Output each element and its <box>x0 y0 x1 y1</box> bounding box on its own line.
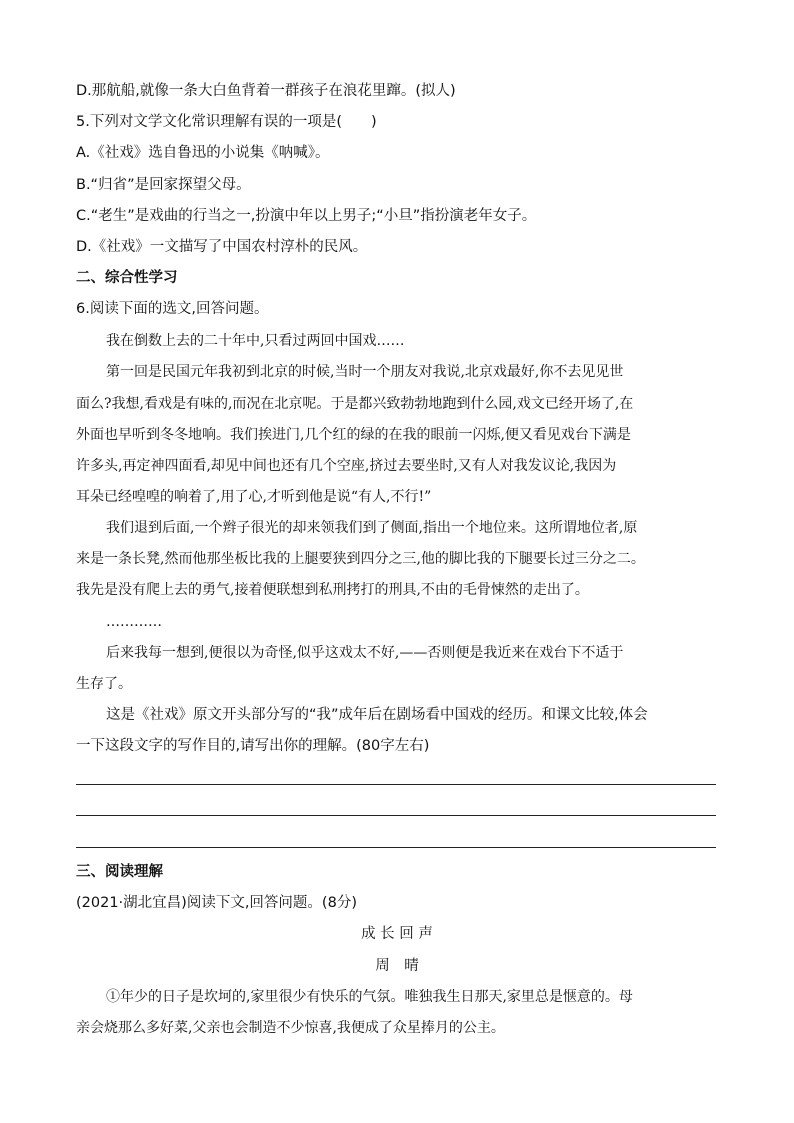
section3-heading: 三、阅读理解 <box>76 864 163 880</box>
article-paragraph: ①年少的日子是坎坷的,家里很少有快乐的气氛。唯独我生日那天,家里总是惬意的。母 <box>106 989 633 1005</box>
answer-line <box>76 784 716 785</box>
q5-stem: 5.下列对文学文化常识理解有误的一项是( ) <box>76 114 377 130</box>
answer-line <box>76 847 716 848</box>
passage-line: 我在倒数上去的二十年中,只看过两回中国戏…… <box>106 333 405 349</box>
section3-intro: (2021·湖北宜昌)阅读下文,回答问题。(8分) <box>76 895 357 911</box>
section2-heading: 二、综合性学习 <box>76 270 178 286</box>
passage-line: 我们退到后面,一个辫子很光的却来领我们到了侧面,指出一个地位来。这所谓地位者,原 <box>106 520 638 536</box>
q5-option-b: B.“归省”是回家探望父母。 <box>76 177 251 193</box>
article-title: 成 长 回 声 <box>361 926 433 942</box>
q5-option-c: C.“老生”是戏曲的行当之一,扮演中年以上男子;“小旦”指扮演老年女子。 <box>76 208 537 224</box>
passage-line: 耳朵已经喤喤的响着了,用了心,才听到他是说“有人,不行!” <box>76 489 432 505</box>
passage-line: 面么?我想,看戏是有味的,而况在北京呢。于是都兴致勃勃地跑到什么园,戏文已经开场了,在 <box>76 396 634 412</box>
passage-line: 生存了。 <box>76 676 132 692</box>
passage-line: 后来我每一想到,便很以为奇怪,似乎这戏太不好,——否则便是我近来在戏台下不适于 <box>106 645 624 661</box>
q4-option-d: D.那航船,就像一条大白鱼背着一群孩子在浪花里蹿。(拟人) <box>76 83 456 99</box>
passage-ellipsis: ………… <box>106 614 162 630</box>
q6-stem: 6.阅读下面的选文,回答问题。 <box>76 301 269 317</box>
q6-question: 这是《社戏》原文开头部分写的“我”成年后在剧场看中国戏的经历。和课文比较,体会 <box>106 707 648 723</box>
passage-line: 来是一条长凳,然而他那坐板比我的上腿要狭到四分之三,他的脚比我的下腿要长过三分之二。 <box>76 551 645 567</box>
q6-question: 一下这段文字的写作目的,请写出你的理解。(80字左右) <box>76 738 430 754</box>
q5-option-a: A.《社戏》选自鲁迅的小说集《呐喊》。 <box>76 145 330 161</box>
answer-line <box>76 815 716 816</box>
passage-line: 我先是没有爬上去的勇气,接着便联想到私刑拷打的刑具,不由的毛骨悚然的走出了。 <box>76 582 589 598</box>
article-paragraph: 亲会烧那么多好菜,父亲也会制造不少惊喜,我便成了众星捧月的公主。 <box>76 1020 505 1036</box>
passage-line: 许多头,再定神四面看,却见中间也还有几个空座,挤过去要坐时,又有人对我发议论,我因为 <box>76 458 617 474</box>
passage-line: 外面也早听到冬冬地响。我们挨进门,几个红的绿的在我的眼前一闪烁,便又看见戏台下满是 <box>76 427 631 443</box>
q5-option-d: D.《社戏》一文描写了中国农村淳朴的民风。 <box>76 239 368 255</box>
passage-line: 第一回是民国元年我初到北京的时候,当时一个朋友对我说,北京戏最好,你不去见见世 <box>106 364 624 380</box>
article-author: 周 晴 <box>375 958 419 974</box>
